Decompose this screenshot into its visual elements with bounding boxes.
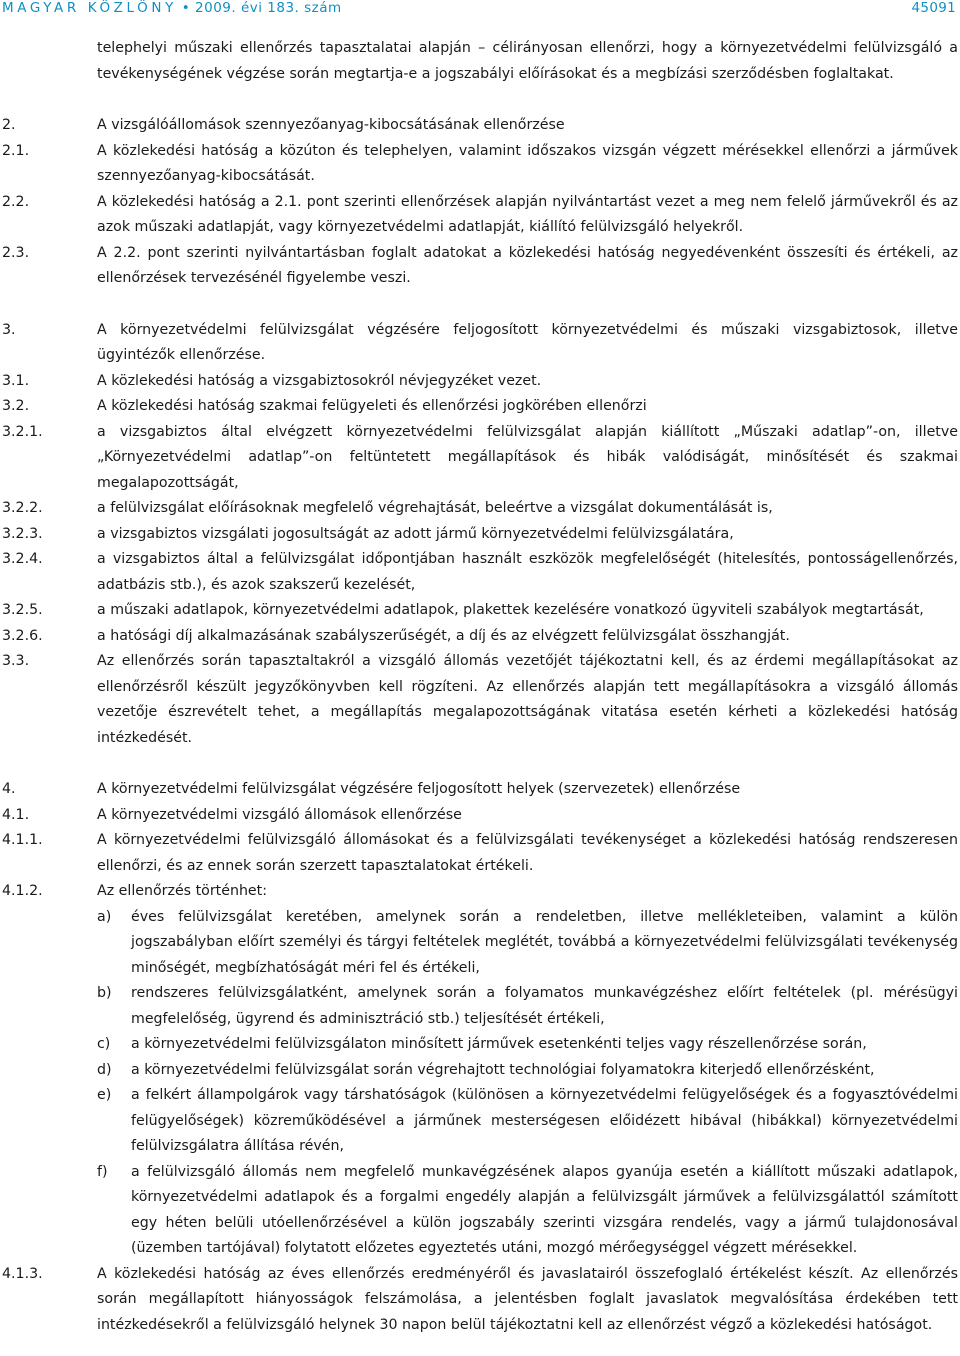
section-4 <box>0 777 958 803</box>
sub-item-text: a környezetvédelmi felülvizsgálaton minősített járművek esetenkénti teljes vagy részellenőrzése során, <box>131 1036 867 1052</box>
item-text: a vizsgabiztos által elvégzett környezetvédelmi felülvizsgálat alapján kiállított „Műszaki adatlap”-on, illetve „Környezetvédelmi adatlap”-on feltüntetett megállapítások és hibák valódiságát, minősítését és szakmai megalapozottságát, <box>97 423 958 491</box>
item-3-2-2 <box>0 496 958 522</box>
item-2-3 <box>0 241 958 292</box>
item-text: a műszaki adatlapok, környezetvédelmi adatlapok, plakettek kezelésére vonatkozó ügyviteli szabályok megtartását, <box>97 602 924 618</box>
item-text: Az ellenőrzés során tapasztaltakról a vizsgáló állomás vezetőjét tájékoztatni kell, és az érdemi megállapításokat az ellenőrzésről készült jegyzőkönyvben kell rögzíteni. Az ellenőrzés alapján tett megállapításokra a vizsgáló állomás vezetője észrevételt tehet, a megállapítás megalapozottságának vitatása esetén kérheti a közlekedési hatóság intézkedését. <box>97 653 958 746</box>
item-text: A 2.2. pont szerinti nyilvántartásban foglalt adatokat a közlekedési hatóság negyedévenként összesíti és értékeli, az ellenőrzések tervezésénél figyelembe veszi. <box>97 244 958 286</box>
item-number: 3.2.4. <box>2 551 43 567</box>
item-text: A közlekedési hatóság szakmai felügyeleti és ellenőrzési jogkörében ellenőrzi <box>97 398 647 414</box>
paragraph-text: telephelyi műszaki ellenőrzés tapasztalatai alapján – célirányosan ellenőrzi, hogy a környezetvédelmi felülvizsgáló a tevékenységének végzése során megtartja-e a jogszabályi előírásokat és a megbízási szerződésben foglaltakat. <box>97 40 958 82</box>
item-number: 3.2.5. <box>2 602 43 618</box>
sub-item-e <box>97 1083 958 1160</box>
item-number: 4.1.2. <box>2 883 43 899</box>
sub-item-c <box>97 1032 958 1058</box>
sub-item-f <box>97 1160 958 1262</box>
magazine-title: MAGYAR KÖZLÖNY <box>2 0 177 16</box>
item-number: 4.1.3. <box>2 1265 43 1282</box>
item-number: 2.3. <box>2 244 30 261</box>
item-text: A közlekedési hatóság a közúton és telephelyen, valamint időszakos vizsgán végzett mérésekkel ellenőrzi a járművek szennyezőanyag-kibocsátását. <box>97 142 958 184</box>
header-left <box>2 0 342 16</box>
page-header <box>2 0 956 22</box>
section-title: A vizsgálóállomások szennyezőanyag-kibocsátásának ellenőrzése <box>97 117 565 133</box>
sub-item-b <box>97 981 958 1032</box>
sub-item-letter: e) <box>97 1087 112 1103</box>
sub-item-text: éves felülvizsgálat keretében, amelynek során a rendeletben, illetve mellékleteiben, valamint a külön jogszabályban előírt személyi és tárgyi feltételek meglétét, továbbá a környezetvédelmi felülvizsgálati tevékenység minőségét, megbízhatóságát méri fel és értékeli, <box>131 908 958 976</box>
item-number: 3.2.3. <box>2 525 43 542</box>
section-title: A környezetvédelmi felülvizsgálat végzésére feljogosított helyek (szervezetek) ellenőrzése <box>97 781 741 797</box>
item-number: 3.3. <box>2 653 30 669</box>
item-3-2-6 <box>0 624 958 650</box>
item-number: 4.1. <box>2 806 30 823</box>
section-3 <box>0 318 958 369</box>
item-text: A közlekedési hatóság az éves ellenőrzés eredményéről és javaslatairól összefoglaló értékelést készít. Az ellenőrzés során megállapított hiányosságok felszámolása, a jelentésben foglalt javaslatok megvalósítása érdekében tett intézkedésekről a felülvizsgáló helynek 30 napon belül tájékoztatni kell az ellenőrzést végző a közlekedési hatóságot. <box>97 1265 958 1333</box>
item-text: a vizsgabiztos vizsgálati jogosultságát az adott jármű környezetvédelmi felülvizsgálatára, <box>97 525 734 542</box>
item-4-1-3 <box>0 1262 958 1339</box>
item-3-2 <box>0 394 958 420</box>
item-2-2 <box>0 190 958 241</box>
item-text: a hatósági díj alkalmazásának szabályszerűségét, a díj és az elvégzett felülvizsgálat összhangját. <box>97 627 790 644</box>
sub-item-letter: d) <box>97 1061 112 1078</box>
item-text: A közlekedési hatóság a 2.1. pont szerinti ellenőrzések alapján nyilvántartást vezet a meg nem felelő járművekről és az azok műszaki adatlapját, vagy környezetvédelmi adatlapját, kiállító felülvizsgáló helyekről. <box>97 193 958 235</box>
item-number: 3.2.2. <box>2 500 43 516</box>
sub-item-letter: b) <box>97 985 112 1001</box>
item-text: A környezetvédelmi vizsgáló állomások ellenőrzése <box>97 806 462 823</box>
item-number: 3.2.1. <box>2 423 43 440</box>
item-4-1 <box>0 803 958 829</box>
item-number: 2.1. <box>2 142 30 159</box>
item-3-3 <box>0 649 958 751</box>
item-number: 4.1.1. <box>2 832 43 848</box>
item-text: a felülvizsgálat előírásoknak megfelelő végrehajtását, beleértve a vizsgálat dokumentálását is, <box>97 500 773 516</box>
section-number: 4. <box>2 781 16 797</box>
section-title: A környezetvédelmi felülvizsgálat végzésére feljogosított környezetvédelmi és műszaki vizsgabiztosok, illetve ügyintézők ellenőrzése. <box>97 321 958 363</box>
section-2 <box>0 113 958 139</box>
sub-item-d <box>97 1058 958 1084</box>
item-3-2-1 <box>0 420 958 497</box>
section-number: 2. <box>2 117 16 133</box>
sub-item-text: a felülvizsgáló állomás nem megfelelő munkavégzésének alapos gyanúja esetén a kiállított műszaki adatlapok, környezetvédelmi adatlapok és a forgalmi engedély alapján a felülvizsgált járművek a felülvizsgálattól számított egy héten belüli utóellenőrzésével a külön jogszabály szerinti vizsgára rendelés, vagy a jármű tulajdonosával (üzemben tartójával) folytatott előzetes egyeztetés utáni, mozgó mérőegységgel végzett mérésekkel. <box>131 1163 958 1256</box>
item-text: A közlekedési hatóság a vizsgabiztosokról névjegyzéket vezet. <box>97 372 542 389</box>
item-number: 3.2. <box>2 398 30 414</box>
section-number: 3. <box>2 321 16 338</box>
item-number: 3.2.6. <box>2 627 43 644</box>
sub-item-text: rendszeres felülvizsgálatként, amelynek során a folyamatos munkavégzéshez előírt feltételek (pl. mérésügyi megfelelőség, ügyrend és adminisztráció stb.) teljesítését értékeli, <box>131 985 958 1027</box>
sub-item-text: a felkért állampolgárok vagy társhatóságok (különösen a környezetvédelmi felügyelőségek és a fogyasztóvédelmi felügyelőségek) közreműködésével a járműnek mesterségesen előidézett hibával (hibákkal) környezetvédelmi felülvizsgálatra állítása révén, <box>131 1087 958 1154</box>
document-body <box>0 36 958 1338</box>
item-2-1 <box>0 139 958 190</box>
item-text: Az ellenőrzés történhet: <box>97 883 268 899</box>
item-4-1-2 <box>0 879 958 1262</box>
item-3-2-3 <box>0 522 958 548</box>
item-3-2-5 <box>0 598 958 624</box>
item-3-1 <box>0 369 958 395</box>
item-4-1-1 <box>0 828 958 879</box>
item-text: A környezetvédelmi felülvizsgáló állomásokat és a felülvizsgálati tevékenységet a közlekedési hatóság rendszeresen ellenőrzi, és az ennek során szerzett tapasztalatokat értékeli. <box>97 832 958 874</box>
item-number: 2.2. <box>2 193 30 210</box>
sub-item-letter: a) <box>97 908 112 925</box>
sub-item-letter: f) <box>97 1163 108 1180</box>
sub-item-text: a környezetvédelmi felülvizsgálat során végrehajtott technológiai folyamatokra kiterjedő ellenőrzésként, <box>131 1061 875 1078</box>
sub-item-letter: c) <box>97 1036 111 1052</box>
bullet-separator: • <box>181 0 191 16</box>
item-text: a vizsgabiztos által a felülvizsgálat időpontjában használt eszközök megfelelőségét (hitelesítés, pontosságellenőrzés, adatbázis stb.), és azok szakszerű kezelését, <box>97 551 958 593</box>
item-number: 3.1. <box>2 372 30 389</box>
issue-label: 2009. évi 183. szám <box>195 0 342 16</box>
continuation-paragraph <box>0 36 958 87</box>
sub-item-a <box>97 905 958 982</box>
page-number: 45091 <box>911 0 956 16</box>
item-3-2-4 <box>0 547 958 598</box>
